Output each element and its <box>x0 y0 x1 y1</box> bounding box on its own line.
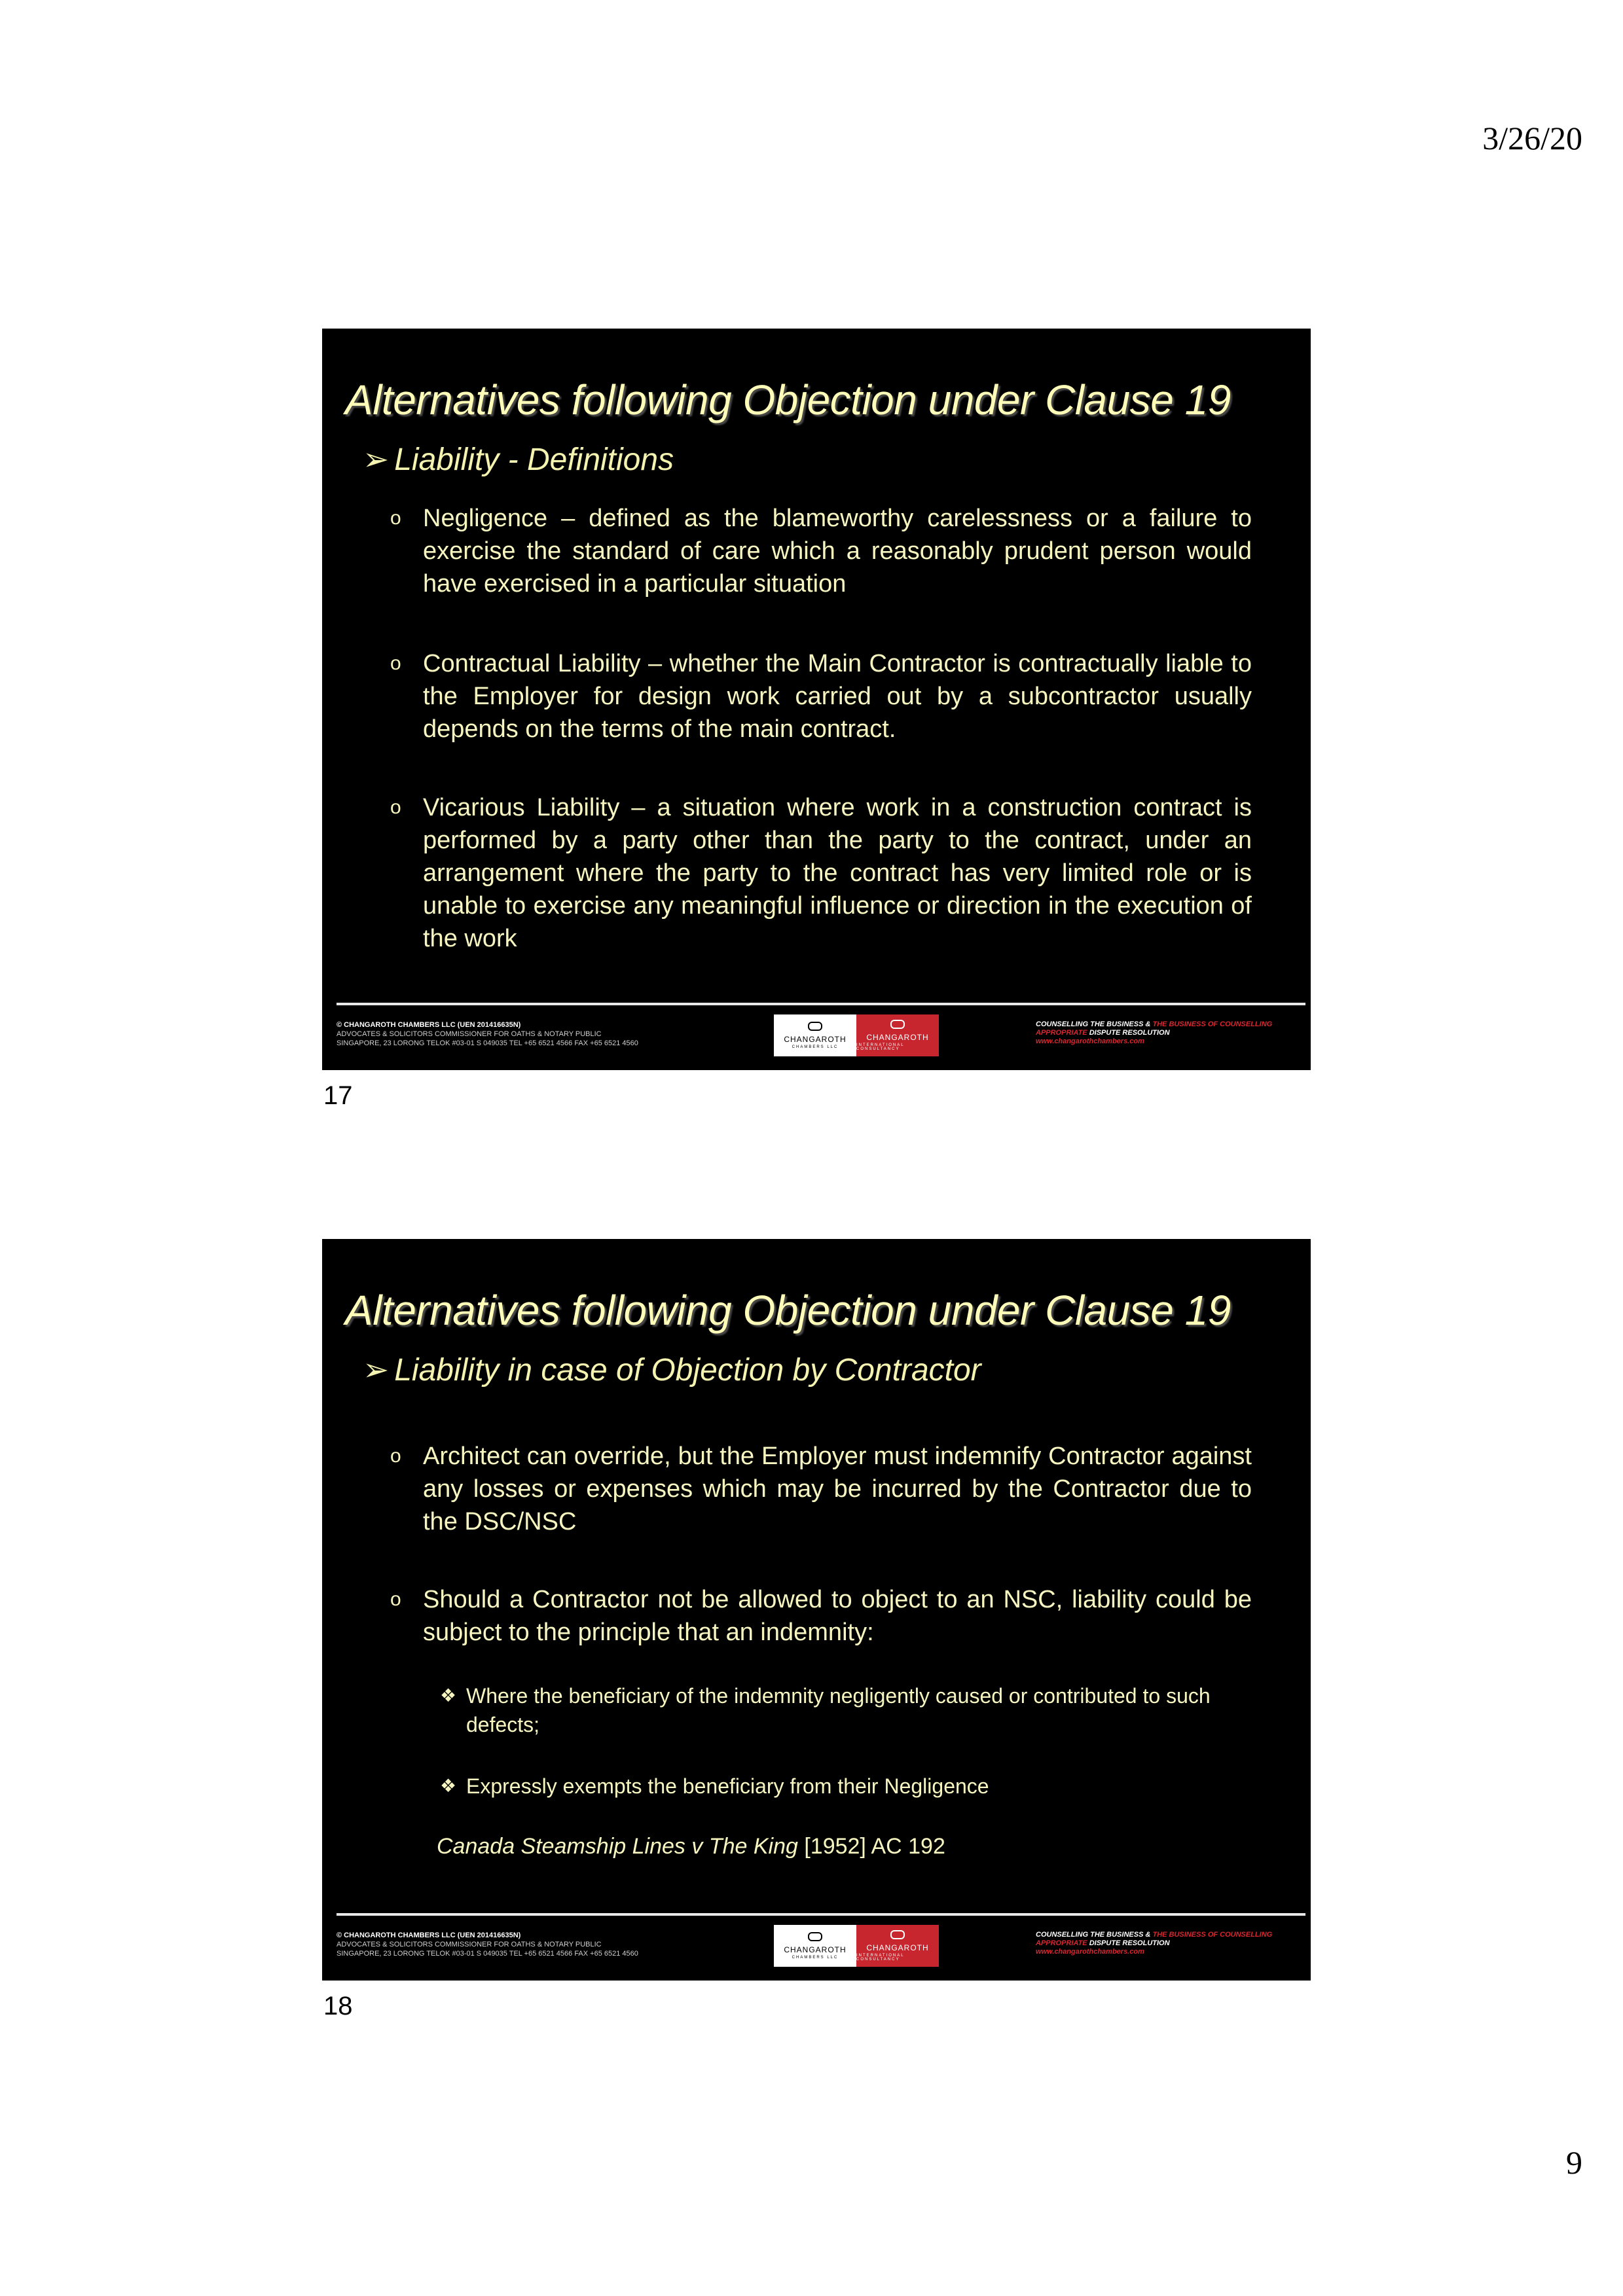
chambers-logo <box>774 1014 856 1056</box>
diamond-bullet-icon: ❖ <box>440 1776 457 1796</box>
footer-website: www.changarothchambers.com <box>1036 1948 1144 1956</box>
case-reference: [1952] AC 192 <box>804 1834 945 1859</box>
case-citation <box>437 1834 1252 1859</box>
logo-subtext: INTERNATIONAL CONSULTANCY <box>856 1954 905 1962</box>
logo-mark-icon <box>890 1020 905 1029</box>
logo-text: CHANGAROTH <box>784 1035 847 1044</box>
footer-divider <box>337 1003 1305 1005</box>
logo-mark-icon <box>808 1932 822 1941</box>
tagline-text: COUNSELLING THE BUSINESS & <box>1036 1931 1153 1939</box>
circle-bullet-icon: o <box>390 1445 401 1467</box>
logo-mark-icon <box>890 1930 905 1939</box>
tagline-text: DISPUTE RESOLUTION <box>1089 1029 1170 1037</box>
footer-tagline <box>1036 1931 1272 1956</box>
footer-divider <box>337 1913 1305 1916</box>
bullet-text: Architect can override, but the Employer must indemnify Contractor against any losses or expenses which may be incurred by the Contractor due to the DSC/NSC <box>423 1443 1252 1535</box>
tagline-text: COUNSELLING THE BUSINESS & <box>1036 1020 1153 1028</box>
slide-subtitle <box>363 441 674 478</box>
footer-logos <box>774 1014 939 1056</box>
circle-bullet-icon: o <box>390 507 401 529</box>
sub-bullet-text: Where the beneficiary of the indemnity negligently caused or contributed to such defects; <box>466 1684 1211 1736</box>
consultancy-logo <box>856 1014 939 1056</box>
bullet-item <box>390 502 1252 600</box>
chambers-logo <box>774 1925 856 1967</box>
diamond-bullet-icon: ❖ <box>440 1685 457 1706</box>
slide-number-label: 18 <box>323 1992 353 2020</box>
tagline-text-red: APPROPRIATE <box>1036 1029 1089 1037</box>
circle-bullet-icon: o <box>390 653 401 674</box>
footer-website: www.changarothchambers.com <box>1036 1037 1144 1045</box>
footer-firm-details <box>337 1931 638 1958</box>
logo-subtext: CHAMBERS LLC <box>792 1045 839 1049</box>
slide-title: Alternatives following Objection under Clause 19 <box>345 1287 1231 1334</box>
subtitle-text: Liability in case of Objection by Contractor <box>394 1353 981 1388</box>
footer-firm-details <box>337 1020 638 1048</box>
logo-text: CHANGAROTH <box>866 1033 929 1042</box>
footer-firm-line: © CHANGAROTH CHAMBERS LLC (UEN 201416635N) <box>337 1931 521 1939</box>
circle-bullet-icon: o <box>390 1588 401 1610</box>
consultancy-logo <box>856 1925 939 1967</box>
bullet-text: Vicarious Liability – a situation where work in a construction contract is performed by a party other than the party to the contract, under an arrangement where the party to the contract has very limited role or is unable to exercise any meaningful influence or direction in the execution of the work <box>423 794 1252 952</box>
tagline-text-red: THE BUSINESS OF COUNSELLING <box>1152 1931 1273 1939</box>
bullet-text: Should a Contractor not be allowed to object to an NSC, liability could be subject to the principle that an indemnity: <box>423 1586 1252 1646</box>
tagline-text-red: THE BUSINESS OF COUNSELLING <box>1152 1020 1273 1028</box>
bullet-item <box>390 647 1252 745</box>
sub-bullet-text: Expressly exempts the beneficiary from their Negligence <box>466 1774 989 1798</box>
bullet-text: Negligence – defined as the blameworthy carelessness or a failure to exercise the standard of care which a reasonably prudent person would have exercised in a particular situation <box>423 505 1252 598</box>
arrow-bullet-icon: ➢ <box>363 442 390 477</box>
slide-subtitle <box>363 1352 981 1388</box>
bullet-item <box>390 1440 1252 1538</box>
logo-subtext: INTERNATIONAL CONSULTANCY <box>856 1043 905 1051</box>
tagline-text: DISPUTE RESOLUTION <box>1089 1939 1170 1947</box>
bullet-item <box>390 1583 1252 1649</box>
subtitle-text: Liability - Definitions <box>394 442 674 477</box>
case-name: Canada Steamship Lines v The King <box>437 1834 798 1859</box>
footer-tagline <box>1036 1020 1272 1046</box>
sub-bullet-item <box>440 1772 1252 1801</box>
page-date: 3/26/20 <box>1482 120 1582 156</box>
page-number: 9 <box>1566 2144 1582 2181</box>
footer-logos <box>774 1925 939 1967</box>
footer-firm-line: © CHANGAROTH CHAMBERS LLC (UEN 201416635N) <box>337 1021 521 1029</box>
slide-number-label: 17 <box>323 1081 353 1110</box>
bullet-item <box>390 791 1252 955</box>
footer-line-3: SINGAPORE, 23 LORONG TELOK #03-01 S 049035 TEL +65 6521 4566 FAX +65 6521 4560 <box>337 1950 638 1958</box>
logo-text: CHANGAROTH <box>866 1943 929 1952</box>
slide-17 <box>322 329 1311 1070</box>
slide-title: Alternatives following Objection under Clause 19 <box>345 376 1231 423</box>
footer-line-2: ADVOCATES & SOLICITORS COMMISSIONER FOR OATHS & NOTARY PUBLIC <box>337 1030 602 1038</box>
logo-text: CHANGAROTH <box>784 1945 847 1954</box>
arrow-bullet-icon: ➢ <box>363 1353 390 1388</box>
circle-bullet-icon: o <box>390 797 401 818</box>
sub-bullet-item <box>440 1681 1252 1739</box>
tagline-text-red: APPROPRIATE <box>1036 1939 1089 1947</box>
slide-18 <box>322 1239 1311 1981</box>
bullet-text: Contractual Liability – whether the Main Contractor is contractually liable to the Employer for design work carried out by a subcontractor usually depends on the terms of the main contract. <box>423 650 1252 743</box>
logo-subtext: CHAMBERS LLC <box>792 1956 839 1960</box>
footer-line-2: ADVOCATES & SOLICITORS COMMISSIONER FOR OATHS & NOTARY PUBLIC <box>337 1941 602 1948</box>
logo-mark-icon <box>808 1022 822 1031</box>
footer-line-3: SINGAPORE, 23 LORONG TELOK #03-01 S 049035 TEL +65 6521 4566 FAX +65 6521 4560 <box>337 1039 638 1047</box>
